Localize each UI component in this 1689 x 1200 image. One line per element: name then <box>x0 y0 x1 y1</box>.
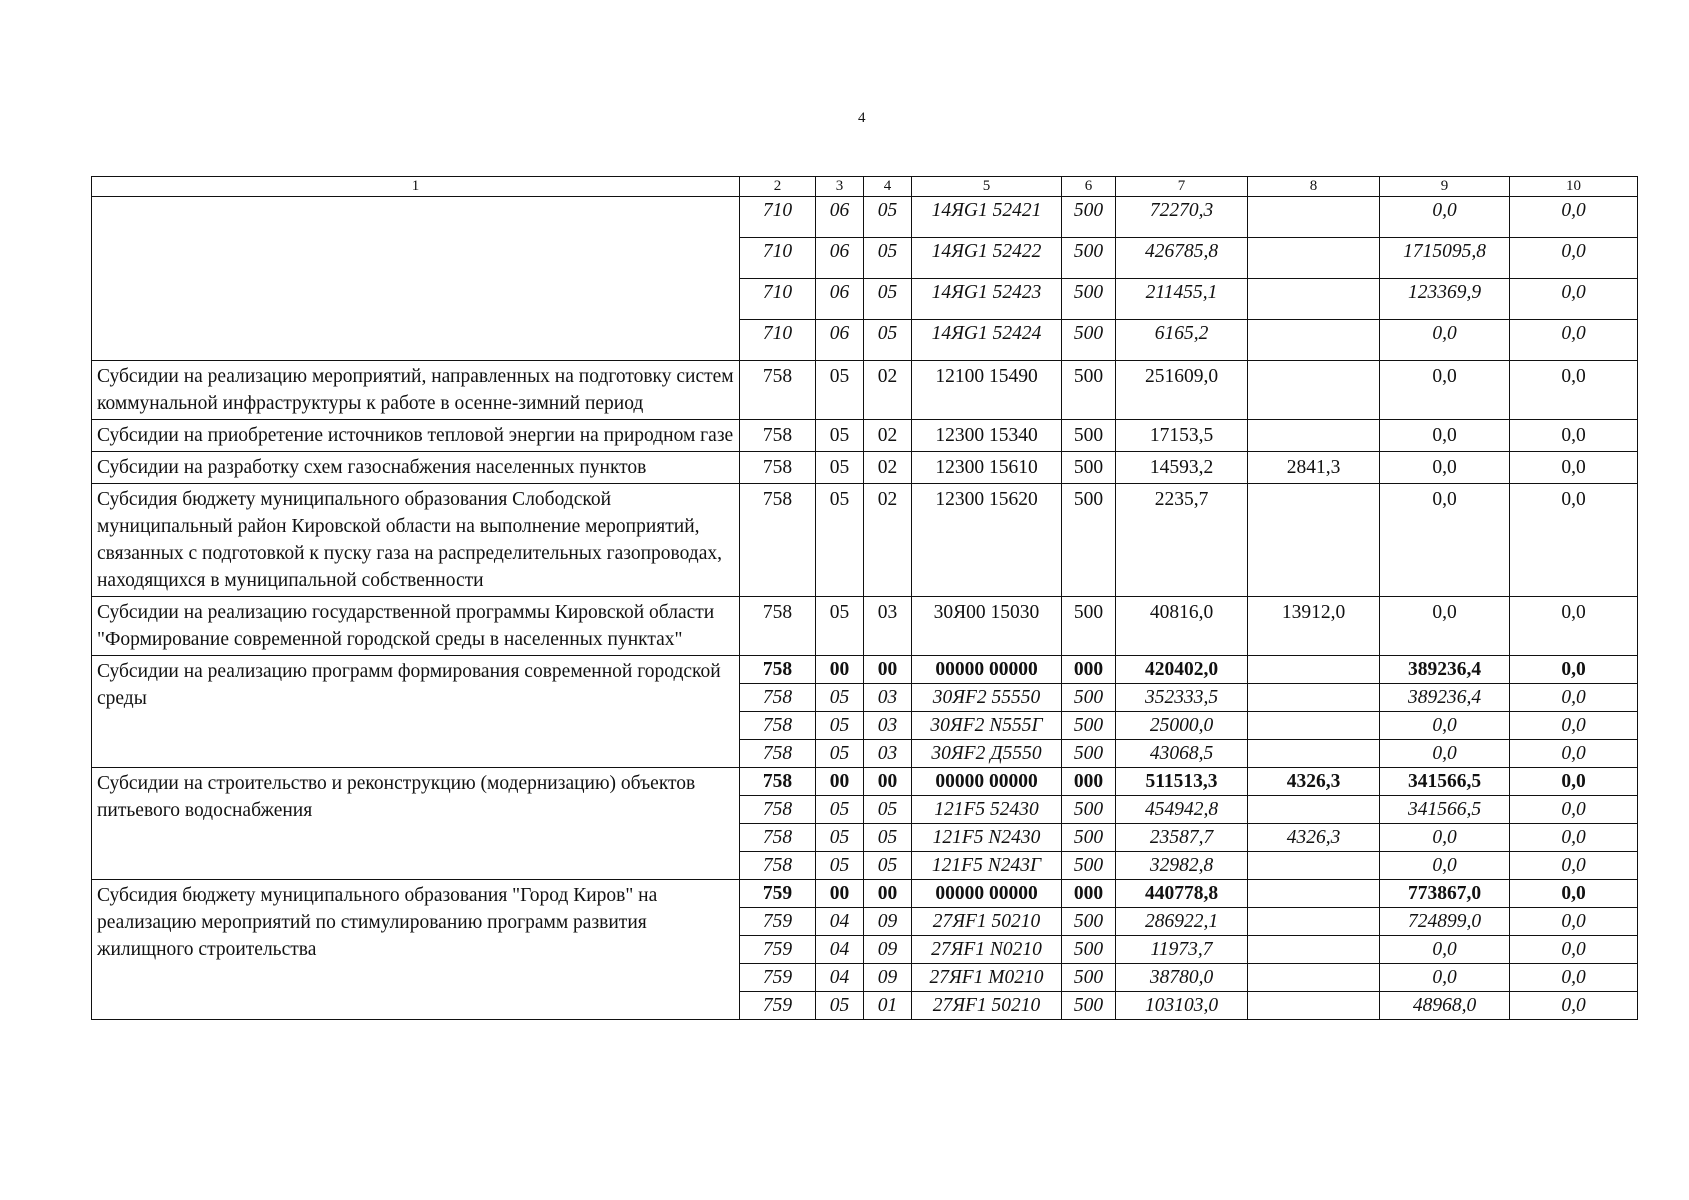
expense-type-cell: 000 <box>1062 880 1116 908</box>
expense-type-cell: 500 <box>1062 484 1116 597</box>
target-article-cell: 121F5 52430 <box>912 796 1062 824</box>
section-cell: 05 <box>816 740 864 768</box>
subsection-cell: 05 <box>864 238 912 279</box>
amount-cell: 72270,3 <box>1116 197 1248 238</box>
next-year-cell: 0,0 <box>1380 484 1510 597</box>
following-year-cell: 0,0 <box>1510 279 1638 320</box>
next-year-cell: 0,0 <box>1380 452 1510 484</box>
chapter-cell: 710 <box>740 238 816 279</box>
amount-cell: 251609,0 <box>1116 361 1248 420</box>
subsection-cell: 03 <box>864 712 912 740</box>
amount-federal-cell <box>1248 656 1380 684</box>
amount-cell: 286922,1 <box>1116 908 1248 936</box>
amount-federal-cell <box>1248 238 1380 279</box>
table-body <box>92 197 1638 1020</box>
column-number: 9 <box>1380 177 1510 197</box>
target-article-cell: 14ЯG1 52422 <box>912 238 1062 279</box>
following-year-cell: 0,0 <box>1510 768 1638 796</box>
column-number: 5 <box>912 177 1062 197</box>
following-year-cell: 0,0 <box>1510 936 1638 964</box>
description-cell: Субсидия бюджету муниципального образования Слободской муниципальный район Кировской области на выполнение мероприятий, связанных с подготовкой к пуску газа на распределительных газопроводах, находящихся в муниципальной собственности <box>92 484 740 597</box>
section-cell: 05 <box>816 992 864 1020</box>
amount-federal-cell <box>1248 484 1380 597</box>
expense-type-cell: 500 <box>1062 197 1116 238</box>
amount-federal-cell <box>1248 992 1380 1020</box>
table-row <box>92 880 1638 908</box>
target-article-cell: 14ЯG1 52423 <box>912 279 1062 320</box>
target-article-cell: 121F5 N2430 <box>912 824 1062 852</box>
expense-type-cell: 500 <box>1062 992 1116 1020</box>
next-year-cell: 0,0 <box>1380 197 1510 238</box>
column-number: 3 <box>816 177 864 197</box>
following-year-cell: 0,0 <box>1510 320 1638 361</box>
chapter-cell: 758 <box>740 452 816 484</box>
chapter-cell: 758 <box>740 852 816 880</box>
subsection-cell: 03 <box>864 597 912 656</box>
section-cell: 00 <box>816 880 864 908</box>
section-cell: 05 <box>816 452 864 484</box>
subsection-cell: 02 <box>864 420 912 452</box>
next-year-cell: 0,0 <box>1380 824 1510 852</box>
column-number: 7 <box>1116 177 1248 197</box>
next-year-cell: 0,0 <box>1380 420 1510 452</box>
table-row <box>92 768 1638 796</box>
description-cell: Субсидии на приобретение источников тепловой энергии на природном газе <box>92 420 740 452</box>
amount-federal-cell: 2841,3 <box>1248 452 1380 484</box>
section-cell: 05 <box>816 796 864 824</box>
next-year-cell: 0,0 <box>1380 712 1510 740</box>
column-number: 10 <box>1510 177 1638 197</box>
section-cell: 05 <box>816 484 864 597</box>
amount-federal-cell <box>1248 964 1380 992</box>
expense-type-cell: 500 <box>1062 279 1116 320</box>
next-year-cell: 0,0 <box>1380 320 1510 361</box>
target-article-cell: 27ЯF1 M0210 <box>912 964 1062 992</box>
following-year-cell: 0,0 <box>1510 420 1638 452</box>
amount-federal-cell <box>1248 740 1380 768</box>
next-year-cell: 341566,5 <box>1380 796 1510 824</box>
section-cell: 06 <box>816 320 864 361</box>
expense-type-cell: 000 <box>1062 656 1116 684</box>
section-cell: 05 <box>816 852 864 880</box>
section-cell: 06 <box>816 197 864 238</box>
page-number: 4 <box>858 110 866 126</box>
column-number: 4 <box>864 177 912 197</box>
expense-type-cell: 500 <box>1062 824 1116 852</box>
next-year-cell: 724899,0 <box>1380 908 1510 936</box>
column-number: 8 <box>1248 177 1380 197</box>
following-year-cell: 0,0 <box>1510 908 1638 936</box>
amount-federal-cell <box>1248 712 1380 740</box>
subsection-cell: 01 <box>864 992 912 1020</box>
chapter-cell: 758 <box>740 597 816 656</box>
target-article-cell: 14ЯG1 52421 <box>912 197 1062 238</box>
amount-cell: 440778,8 <box>1116 880 1248 908</box>
amount-cell: 2235,7 <box>1116 484 1248 597</box>
expense-type-cell: 500 <box>1062 597 1116 656</box>
subsection-cell: 05 <box>864 852 912 880</box>
amount-federal-cell: 13912,0 <box>1248 597 1380 656</box>
expense-type-cell: 500 <box>1062 420 1116 452</box>
expense-type-cell: 500 <box>1062 452 1116 484</box>
amount-federal-cell <box>1248 796 1380 824</box>
section-cell: 04 <box>816 936 864 964</box>
target-article-cell: 27ЯF1 N0210 <box>912 936 1062 964</box>
next-year-cell: 0,0 <box>1380 852 1510 880</box>
next-year-cell: 0,0 <box>1380 740 1510 768</box>
target-article-cell: 30ЯF2 Д5550 <box>912 740 1062 768</box>
table-row <box>92 484 1638 597</box>
subsection-cell: 05 <box>864 197 912 238</box>
following-year-cell: 0,0 <box>1510 824 1638 852</box>
amount-cell: 38780,0 <box>1116 964 1248 992</box>
subsection-cell: 00 <box>864 768 912 796</box>
amount-cell: 23587,7 <box>1116 824 1248 852</box>
expense-type-cell: 500 <box>1062 238 1116 279</box>
section-cell: 05 <box>816 420 864 452</box>
chapter-cell: 758 <box>740 796 816 824</box>
next-year-cell: 0,0 <box>1380 361 1510 420</box>
amount-federal-cell <box>1248 684 1380 712</box>
amount-federal-cell <box>1248 852 1380 880</box>
chapter-cell: 758 <box>740 740 816 768</box>
section-cell: 06 <box>816 238 864 279</box>
subsection-cell: 05 <box>864 796 912 824</box>
amount-federal-cell <box>1248 197 1380 238</box>
amount-cell: 25000,0 <box>1116 712 1248 740</box>
next-year-cell: 389236,4 <box>1380 656 1510 684</box>
chapter-cell: 758 <box>740 420 816 452</box>
amount-federal-cell: 4326,3 <box>1248 768 1380 796</box>
amount-federal-cell <box>1248 936 1380 964</box>
chapter-cell: 759 <box>740 936 816 964</box>
table-row <box>92 197 1638 238</box>
subsection-cell: 09 <box>864 964 912 992</box>
chapter-cell: 758 <box>740 768 816 796</box>
section-cell: 05 <box>816 824 864 852</box>
column-number: 6 <box>1062 177 1116 197</box>
amount-federal-cell <box>1248 908 1380 936</box>
table-row <box>92 597 1638 656</box>
subsection-cell: 02 <box>864 361 912 420</box>
subsection-cell: 09 <box>864 936 912 964</box>
amount-cell: 420402,0 <box>1116 656 1248 684</box>
amount-federal-cell <box>1248 279 1380 320</box>
following-year-cell: 0,0 <box>1510 712 1638 740</box>
column-number-row <box>92 177 1638 197</box>
section-cell: 04 <box>816 908 864 936</box>
expense-type-cell: 500 <box>1062 740 1116 768</box>
target-article-cell: 121F5 N243Г <box>912 852 1062 880</box>
subsection-cell: 05 <box>864 824 912 852</box>
subsection-cell: 09 <box>864 908 912 936</box>
chapter-cell: 758 <box>740 684 816 712</box>
target-article-cell: 27ЯF1 50210 <box>912 992 1062 1020</box>
next-year-cell: 0,0 <box>1380 964 1510 992</box>
amount-federal-cell <box>1248 361 1380 420</box>
next-year-cell: 773867,0 <box>1380 880 1510 908</box>
description-cell: Субсидии на строительство и реконструкцию (модернизацию) объектов питьевого водоснабжения <box>92 768 740 880</box>
target-article-cell: 12300 15340 <box>912 420 1062 452</box>
following-year-cell: 0,0 <box>1510 740 1638 768</box>
description-cell <box>92 197 740 361</box>
chapter-cell: 758 <box>740 484 816 597</box>
target-article-cell: 12300 15620 <box>912 484 1062 597</box>
next-year-cell: 48968,0 <box>1380 992 1510 1020</box>
chapter-cell: 758 <box>740 656 816 684</box>
section-cell: 05 <box>816 597 864 656</box>
chapter-cell: 710 <box>740 197 816 238</box>
following-year-cell: 0,0 <box>1510 852 1638 880</box>
amount-cell: 352333,5 <box>1116 684 1248 712</box>
amount-cell: 17153,5 <box>1116 420 1248 452</box>
amount-cell: 14593,2 <box>1116 452 1248 484</box>
next-year-cell: 1715095,8 <box>1380 238 1510 279</box>
following-year-cell: 0,0 <box>1510 452 1638 484</box>
target-article-cell: 00000 00000 <box>912 656 1062 684</box>
amount-federal-cell <box>1248 420 1380 452</box>
section-cell: 05 <box>816 361 864 420</box>
amount-cell: 43068,5 <box>1116 740 1248 768</box>
following-year-cell: 0,0 <box>1510 992 1638 1020</box>
subsection-cell: 02 <box>864 484 912 597</box>
target-article-cell: 27ЯF1 50210 <box>912 908 1062 936</box>
subsection-cell: 00 <box>864 656 912 684</box>
following-year-cell: 0,0 <box>1510 880 1638 908</box>
following-year-cell: 0,0 <box>1510 238 1638 279</box>
expense-type-cell: 500 <box>1062 684 1116 712</box>
expense-type-cell: 000 <box>1062 768 1116 796</box>
subsection-cell: 00 <box>864 880 912 908</box>
amount-cell: 511513,3 <box>1116 768 1248 796</box>
subsection-cell: 02 <box>864 452 912 484</box>
chapter-cell: 758 <box>740 361 816 420</box>
section-cell: 00 <box>816 768 864 796</box>
column-number: 1 <box>92 177 740 197</box>
chapter-cell: 710 <box>740 320 816 361</box>
column-number: 2 <box>740 177 816 197</box>
next-year-cell: 0,0 <box>1380 597 1510 656</box>
table-row <box>92 656 1638 684</box>
description-cell: Субсидии на реализацию мероприятий, направленных на подготовку систем коммунальной инфраструктуры к работе в осенне-зимний период <box>92 361 740 420</box>
following-year-cell: 0,0 <box>1510 597 1638 656</box>
expense-type-cell: 500 <box>1062 908 1116 936</box>
amount-federal-cell: 4326,3 <box>1248 824 1380 852</box>
section-cell: 06 <box>816 279 864 320</box>
amount-cell: 40816,0 <box>1116 597 1248 656</box>
next-year-cell: 341566,5 <box>1380 768 1510 796</box>
expense-type-cell: 500 <box>1062 964 1116 992</box>
amount-cell: 32982,8 <box>1116 852 1248 880</box>
amount-cell: 454942,8 <box>1116 796 1248 824</box>
budget-table <box>91 176 1638 1020</box>
chapter-cell: 759 <box>740 992 816 1020</box>
table-row <box>92 452 1638 484</box>
expense-type-cell: 500 <box>1062 852 1116 880</box>
following-year-cell: 0,0 <box>1510 964 1638 992</box>
description-cell: Субсидии на реализацию программ формирования современной городской среды <box>92 656 740 768</box>
chapter-cell: 759 <box>740 964 816 992</box>
following-year-cell: 0,0 <box>1510 656 1638 684</box>
expense-type-cell: 500 <box>1062 361 1116 420</box>
target-article-cell: 30ЯF2 N555Г <box>912 712 1062 740</box>
following-year-cell: 0,0 <box>1510 484 1638 597</box>
amount-cell: 11973,7 <box>1116 936 1248 964</box>
following-year-cell: 0,0 <box>1510 684 1638 712</box>
description-cell: Субсидии на реализацию государственной программы Кировской области "Формирование современной городской среды в населенных пунктах" <box>92 597 740 656</box>
amount-federal-cell <box>1248 880 1380 908</box>
next-year-cell: 0,0 <box>1380 936 1510 964</box>
expense-type-cell: 500 <box>1062 320 1116 361</box>
section-cell: 04 <box>816 964 864 992</box>
following-year-cell: 0,0 <box>1510 796 1638 824</box>
expense-type-cell: 500 <box>1062 796 1116 824</box>
amount-cell: 103103,0 <box>1116 992 1248 1020</box>
chapter-cell: 759 <box>740 908 816 936</box>
amount-cell: 211455,1 <box>1116 279 1248 320</box>
next-year-cell: 389236,4 <box>1380 684 1510 712</box>
amount-cell: 6165,2 <box>1116 320 1248 361</box>
amount-federal-cell <box>1248 320 1380 361</box>
subsection-cell: 03 <box>864 684 912 712</box>
subsection-cell: 05 <box>864 279 912 320</box>
amount-cell: 426785,8 <box>1116 238 1248 279</box>
subsection-cell: 03 <box>864 740 912 768</box>
next-year-cell: 123369,9 <box>1380 279 1510 320</box>
table-row <box>92 420 1638 452</box>
chapter-cell: 758 <box>740 824 816 852</box>
chapter-cell: 758 <box>740 712 816 740</box>
expense-type-cell: 500 <box>1062 936 1116 964</box>
table-row <box>92 361 1638 420</box>
target-article-cell: 00000 00000 <box>912 880 1062 908</box>
following-year-cell: 0,0 <box>1510 197 1638 238</box>
target-article-cell: 30ЯF2 55550 <box>912 684 1062 712</box>
target-article-cell: 12100 15490 <box>912 361 1062 420</box>
target-article-cell: 30Я00 15030 <box>912 597 1062 656</box>
target-article-cell: 14ЯG1 52424 <box>912 320 1062 361</box>
description-cell: Субсидия бюджету муниципального образования "Город Киров" на реализацию мероприятий по стимулированию программ развития жилищного строительства <box>92 880 740 1020</box>
chapter-cell: 759 <box>740 880 816 908</box>
target-article-cell: 12300 15610 <box>912 452 1062 484</box>
section-cell: 05 <box>816 712 864 740</box>
section-cell: 05 <box>816 684 864 712</box>
following-year-cell: 0,0 <box>1510 361 1638 420</box>
description-cell: Субсидии на разработку схем газоснабжения населенных пунктов <box>92 452 740 484</box>
expense-type-cell: 500 <box>1062 712 1116 740</box>
section-cell: 00 <box>816 656 864 684</box>
chapter-cell: 710 <box>740 279 816 320</box>
target-article-cell: 00000 00000 <box>912 768 1062 796</box>
subsection-cell: 05 <box>864 320 912 361</box>
